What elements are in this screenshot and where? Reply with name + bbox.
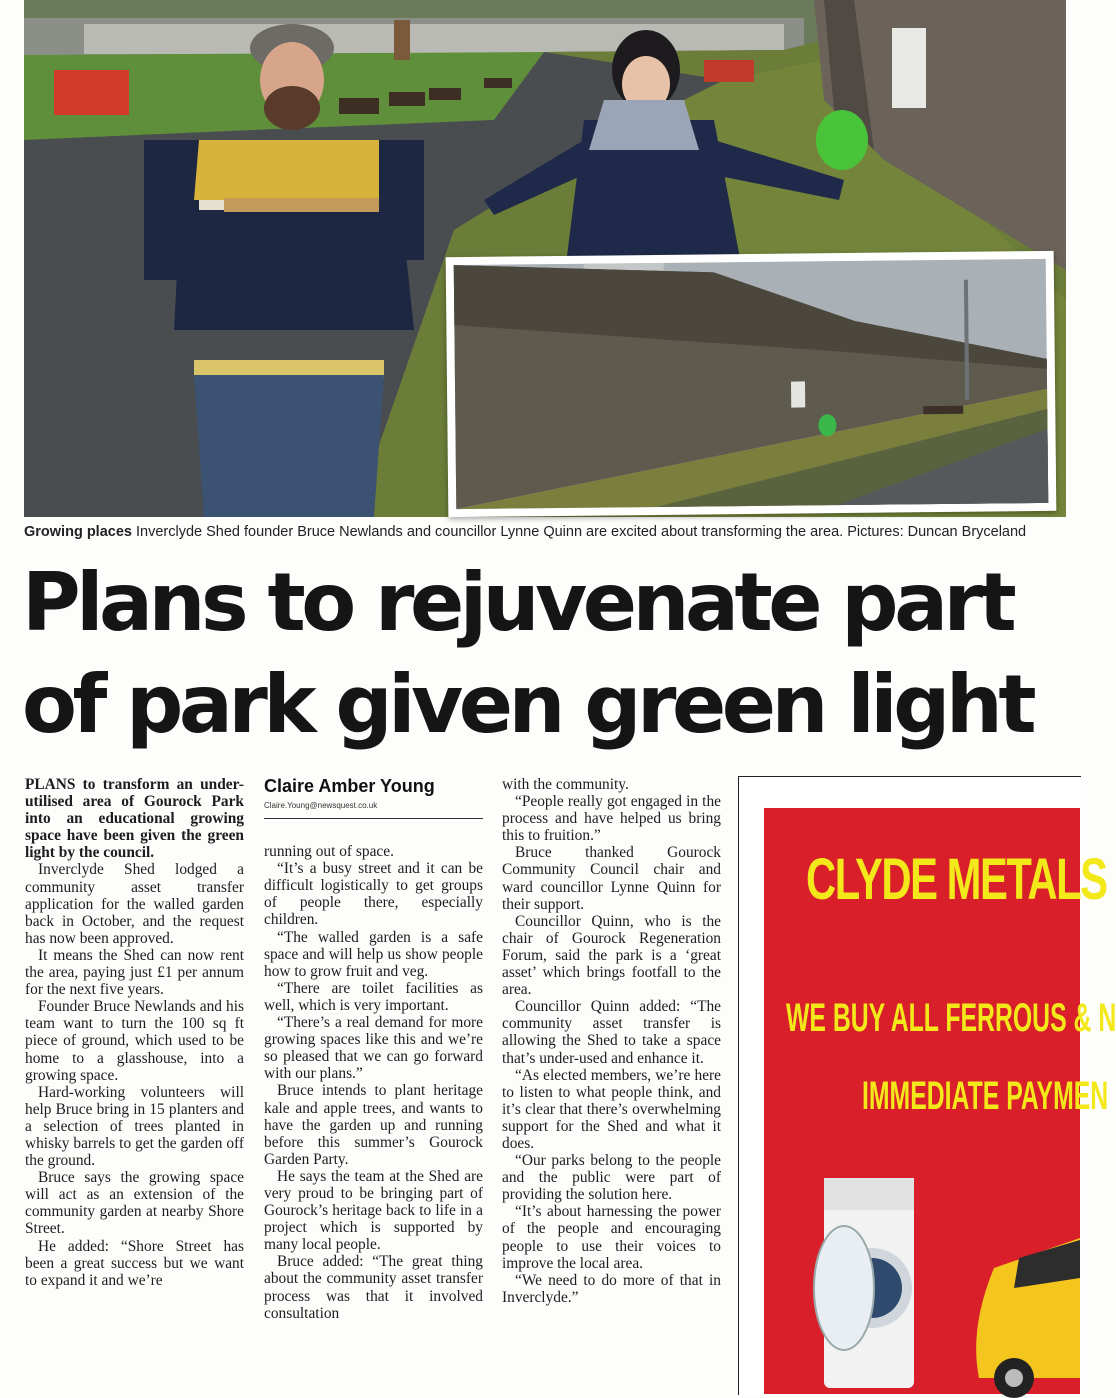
headline-line-1: Plans to rejuvenate part	[22, 556, 1013, 649]
car-icon	[976, 1238, 1080, 1398]
paragraph: Bruce says the growing space will act as an extension of the community garden at nearby Shore Street.	[25, 1169, 244, 1238]
paragraph: Inverclyde Shed lodged a community asset transfer application for the walled garden back in October, and the request has now been approved.	[25, 861, 244, 947]
paragraph: Bruce intends to plant heritage kale and apple trees, and wants to have the garden up and running before this summer’s Gourock Garden Party.	[264, 1082, 483, 1168]
paragraph: Founder Bruce Newlands and his team want to turn the 100 sq ft piece of ground, which used to be home to a glasshouse, into a growing space.	[25, 998, 244, 1084]
paragraph: He says the team at the Shed are very proud to be bringing part of Gourock’s heritage back to life in a project which is supported by many local people.	[264, 1167, 483, 1254]
advert-line-1: WE BUY ALL FERROUS & N	[786, 996, 1116, 1040]
advert-title: CLYDE METALS	[806, 847, 1107, 912]
byline-name: Claire Amber Young	[264, 776, 435, 796]
paragraph: Councillor Quinn, who is the chair of Gourock Regeneration Forum, said the park is a ‘great asset’ which brings footfall to the area.	[502, 912, 721, 999]
paragraph: “It’s about harnessing the power of the people and encouraging people to use their voices to improve the local area.	[502, 1203, 721, 1272]
paragraph: Bruce added: “The great thing about the community asset transfer process was that it involved consultation	[264, 1253, 483, 1322]
article-column-1	[25, 776, 244, 1289]
paragraph: “Our parks belong to the people and the public were part of providing the solution here.	[502, 1152, 721, 1204]
article-column-2	[264, 776, 483, 1322]
paragraph: It means the Shed can now rent the area, paying just £1 per annum for the next five years.	[25, 946, 244, 999]
paragraph: He added: “Shore Street has been a great success but we want to expand it and we’re	[25, 1237, 244, 1289]
paragraph: Hard-working volunteers will help Bruce bring in 15 planters and a selection of trees planted in whisky barrels to get the garden off the ground.	[25, 1083, 244, 1170]
paragraph: running out of space.	[264, 843, 394, 861]
paragraph: “We need to do more of that in Inverclyde.”	[502, 1271, 721, 1306]
paragraph: Councillor Quinn added: “The community asset transfer is allowing the Shed to take a space that’s under-used and enhance it.	[502, 998, 721, 1067]
washing-machine-icon	[814, 1178, 914, 1388]
paragraph: “As elected members, we’re here to listen to what people think, and it’s clear that there’s overwhelming support for the Shed and what it does.	[502, 1066, 721, 1152]
paragraph: with the community.	[502, 776, 629, 793]
advert-line-2: IMMEDIATE PAYMEN	[862, 1074, 1109, 1118]
paragraph: Bruce thanked Gourock Community Council chair and ward councillor Lynne Quinn for their support.	[502, 844, 721, 913]
walled-garden-image	[454, 259, 1049, 509]
paragraph: “The walled garden is a safe space and will help us show people how to grow fruit and veg.	[264, 928, 483, 980]
article-column-3	[502, 776, 721, 1306]
caption-label: Growing places	[24, 524, 132, 540]
paragraph: “There’s a real demand for more growing spaces like this and we’re so pleased that we can go forward with our plans.”	[264, 1014, 483, 1083]
caption-text: Inverclyde Shed founder Bruce Newlands and councillor Lynne Quinn are excited about transforming the area. Pictures: Duncan Bryceland	[131, 524, 1027, 540]
byline-email[interactable]: Claire.Young@newsquest.co.uk	[264, 797, 483, 819]
lead-paragraph: PLANS to transform an under-utilised area of Gourock Park into an educational growing space have been given the green light by the council.	[25, 776, 244, 862]
inset-photo	[446, 251, 1057, 517]
paragraph: “It’s a busy street and it can be difficult logistically to get groups of people there, especially children.	[264, 860, 483, 929]
advert-illustration	[764, 1148, 1080, 1398]
advert[interactable]	[764, 808, 1116, 1394]
headline	[22, 552, 1080, 756]
paragraph: “People really got engaged in the process and have helped us bring this to fruition.”	[502, 793, 721, 845]
paragraph: “There are toilet facilities as well, which is very important.	[264, 979, 483, 1014]
headline-line-2: of park given green light	[22, 658, 1033, 751]
photo-caption	[24, 524, 1064, 540]
